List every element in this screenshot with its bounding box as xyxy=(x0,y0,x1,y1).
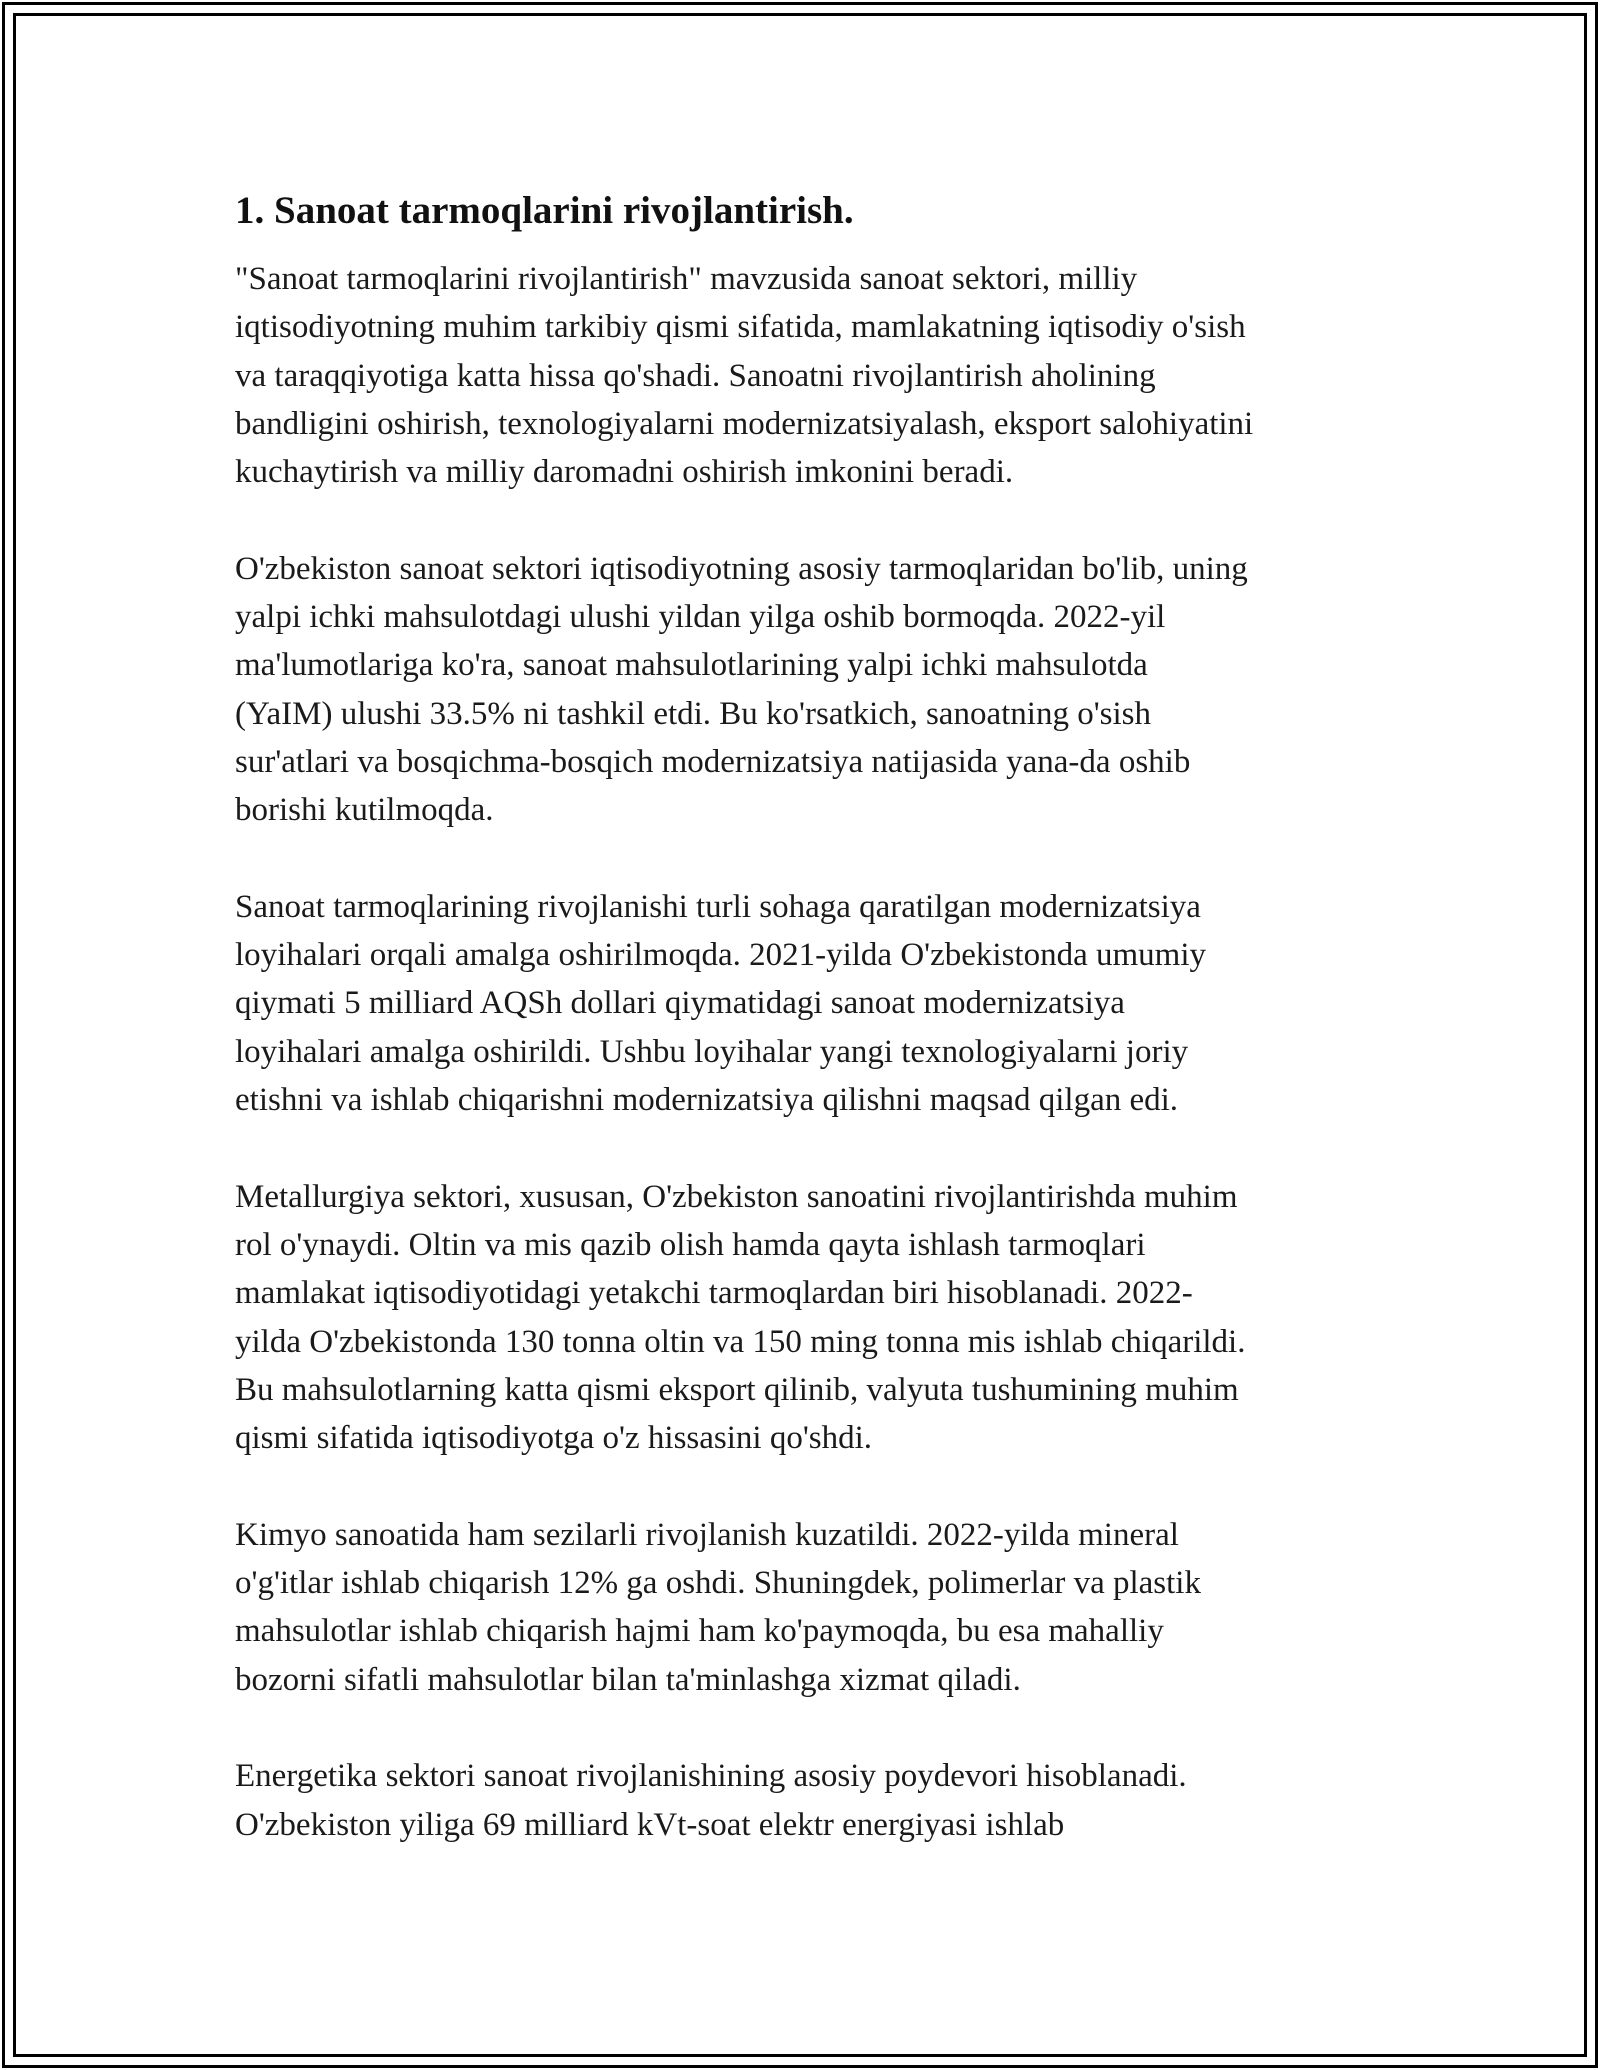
text-line: yilda O'zbekistonda 130 tonna oltin va 150 ming tonna mis ishlab chiqarildi. xyxy=(235,1323,1246,1360)
text-line: Metallurgiya sektori, xususan, O'zbekiston sanoatini rivojlantirishda muhim xyxy=(235,1178,1238,1215)
text-line: Sanoat tarmoqlarining rivojlanishi turli sohaga qaratilgan modernizatsiya xyxy=(235,888,1201,925)
text-line: etishni va ishlab chiqarishni modernizatsiya qilishni maqsad qilgan edi. xyxy=(235,1082,1179,1119)
paragraph-modernization xyxy=(235,883,1385,1124)
text-line: (YaIM) ulushi 33.5% ni tashkil etdi. Bu ko'rsatkich, sanoatning o'sish xyxy=(235,695,1151,732)
text-line: rol o'ynaydi. Oltin va mis qazib olish hamda qayta ishlash tarmoqlari xyxy=(235,1226,1146,1263)
text-line: qismi sifatida iqtisodiyotga o'z hissasini qo'shdi. xyxy=(235,1420,873,1457)
text-line: Energetika sektori sanoat rivojlanishining asosiy poydevori hisoblanadi. xyxy=(235,1758,1187,1795)
text-line: loyihalari orqali amalga oshirilmoqda. 2021-yilda O'zbekistonda umumiy xyxy=(235,937,1206,974)
text-line: ma'lumotlariga ko'ra, sanoat mahsulotlarining yalpi ichki mahsulotda xyxy=(235,647,1148,684)
text-line: borishi kutilmoqda. xyxy=(235,792,494,829)
paragraph-chemical-industry xyxy=(235,1511,1385,1704)
text-line: bozorni sifatli mahsulotlar bilan ta'minlashga xizmat qiladi. xyxy=(235,1661,1021,1698)
text-line: "Sanoat tarmoqlarini rivojlantirish" mavzusida sanoat sektori, milliy xyxy=(235,261,1138,297)
text-line: kuchaytirish va milliy daromadni oshirish imkonini beradi. xyxy=(235,454,1014,491)
paragraph-gdp-share xyxy=(235,545,1385,835)
text-line: loyihalari amalga oshirildi. Ushbu loyihalar yangi texnologiyalarni joriy xyxy=(235,1033,1189,1070)
paragraph-metallurgy xyxy=(235,1173,1385,1463)
text-line: bandligini oshirish, texnologiyalarni modernizatsiyalash, eksport salohiyatini xyxy=(235,405,1254,442)
section-heading: 1. Sanoat tarmoqlarini rivojlantirish. xyxy=(235,189,854,232)
paragraph-energy xyxy=(235,1752,1385,1849)
text-line: iqtisodiyotning muhim tarkibiy qismi sifatida, mamlakatning iqtisodiy o'sish xyxy=(235,309,1246,346)
text-line: Kimyo sanoatida ham sezilarli rivojlanish kuzatildi. 2022-yilda mineral xyxy=(235,1516,1179,1553)
text-line: qiymati 5 milliard AQSh dollari qiymatidagi sanoat modernizatsiya xyxy=(235,985,1125,1022)
text-line: va taraqqiyotiga katta hissa qo'shadi. Sanoatni rivojlantirish aholining xyxy=(235,357,1156,394)
text-line: O'zbekiston yiliga 69 milliard kVt-soat elektr energiyasi ishlab xyxy=(235,1806,1065,1843)
text-line: mamlakat iqtisodiyotidagi yetakchi tarmoqlardan biri hisoblanadi. 2022- xyxy=(235,1275,1193,1312)
document-body xyxy=(235,187,1385,1897)
paragraph-intro xyxy=(235,255,1385,496)
text-line: O'zbekiston sanoat sektori iqtisodiyotning asosiy tarmoqlaridan bo'lib, uning xyxy=(235,550,1248,587)
text-line: o'g'itlar ishlab chiqarish 12% ga oshdi. Shuningdek, polimerlar va plastik xyxy=(235,1565,1201,1602)
text-line: mahsulotlar ishlab chiqarish hajmi ham ko'paymoqda, bu esa mahalliy xyxy=(235,1613,1164,1650)
text-line: Bu mahsulotlarning katta qismi eksport qilinib, valyuta tushumining muhim xyxy=(235,1371,1239,1408)
text-line: yalpi ichki mahsulotdagi ulushi yildan yilga oshib bormoqda. 2022-yil xyxy=(235,599,1166,636)
text-line: sur'atlari va bosqichma-bosqich modernizatsiya natijasida yana-da oshib xyxy=(235,743,1191,780)
